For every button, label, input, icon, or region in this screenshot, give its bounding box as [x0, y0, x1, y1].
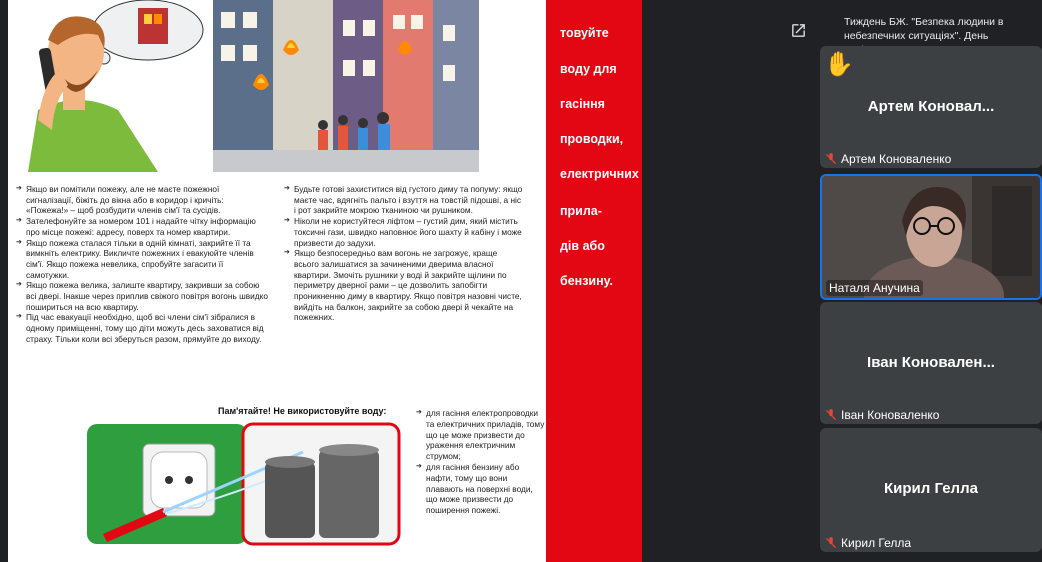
- participant-name: Артем Коноваленко: [841, 152, 952, 166]
- participant-name: Іван Коноваленко: [841, 408, 940, 422]
- participant-display-name: Артем Конoвал...: [867, 98, 995, 115]
- mic-off-icon: [824, 152, 838, 166]
- participant-video-tile[interactable]: [820, 174, 1042, 300]
- warning-item: ➔ для гасіння бензину або нафти, тому що вони плавають на поверхні води, що може призвести до поширення пожежі.: [416, 462, 546, 516]
- red-strip-line: дів або: [560, 239, 605, 253]
- participant-display-name: Кирил Гелла: [884, 480, 978, 497]
- mic-off-icon: [824, 408, 838, 422]
- participant-label: [826, 280, 923, 296]
- red-strip-line: електричних: [560, 167, 639, 181]
- advice-item: ➔ Якщо ви помітили пожежу, але не маєте пожежної сигналізації, біжіть до вікна або в коридор і кричіть: «Пожежа!» – щоб розбудити членів сім'ї та сусідів.: [16, 184, 268, 216]
- presentation-margin: [642, 0, 818, 562]
- illustration-outlet-and-barrels: [83, 422, 403, 546]
- red-strip-line: бензину.: [560, 274, 613, 288]
- participant-name: Кирил Гелла: [841, 536, 912, 550]
- advice-item: ➔ Зателефонуйте за номером 101 і надайте чітку інформацію про місце пожежі: адресу, поверх та номер квартири.: [16, 216, 268, 237]
- participant-label: [824, 408, 939, 422]
- slide-page: [8, 0, 546, 562]
- advice-item: ➔ Якщо пожежа сталася тільки в одній кімнаті, закрийте її та вимкніть електрику. Викличте пожежних і евакуюйте членів сім'ї. Якщо пожежа невелика, спробуйте загасити її самотужки.: [16, 238, 268, 281]
- red-strip-line: проводки,: [560, 132, 624, 146]
- meeting-title: Тиждень БЖ. "Безпека людини в небезпечних ситуаціях". День: [826, 0, 1042, 48]
- red-strip-line: товуйте: [560, 26, 609, 40]
- warning-item: ➔ для гасіння електропроводки та електричних приладів, тому що це може призвести до ураження електричним струмом;: [416, 408, 546, 462]
- advice-column-1: [16, 184, 268, 345]
- left-edge: [0, 0, 8, 562]
- participant-tile[interactable]: [820, 428, 1042, 552]
- illustration-burning-buildings: [213, 0, 479, 172]
- illustration-man-phone: [8, 0, 213, 172]
- red-strip-line: гасіння: [560, 97, 605, 111]
- red-strip-line: прила-: [560, 204, 602, 218]
- advice-item: ➔ Будьте готові захиститися від густого диму та попуму: якщо маєте час, вдягніть пальто і взуття на товстій підошві, а ніс і рот закрийте мокрою тканиною чи рушником.: [284, 184, 524, 216]
- advice-item: ➔ Якщо пожежа велика, залиште квартиру, закривши за собою всі двері. Інакше через приплив свіжого повітря вогонь швидко пошириться на всю квартиру.: [16, 280, 268, 312]
- advice-item: ➔ Ніколи не користуйтеся ліфтом – густий дим, який містить токсичні гази, швидко наповнює його шахту й кабіну і може призвести до задухи.: [284, 216, 524, 248]
- participant-label: [824, 152, 951, 166]
- participant-tile[interactable]: [820, 302, 1042, 424]
- raised-hand-icon: ✋: [824, 51, 854, 78]
- participant-label: [824, 536, 911, 550]
- participant-name: Наталя Анучина: [829, 281, 920, 295]
- note-title: Пам'ятайте! Не використовуйте воду:: [218, 406, 387, 416]
- mic-off-icon: [824, 536, 838, 550]
- participant-display-name: Іван Коновален...: [867, 354, 995, 371]
- advice-column-2: [284, 184, 524, 323]
- slide-red-strip: [546, 0, 642, 562]
- water-warning-list: [416, 408, 546, 516]
- advice-item: ➔ Якщо безпосередньо вам вогонь не загрожує, краще всього залишатися за зачиненими дверима власної квартири. Змочіть рушники у воді й закрийте щілини по периметру дверної рами – це дозволить запобігти проникненню диму в квартиру. Якщо повітря назовні чисте, вийдіть на балкон, закрийте за собою двері й чекайте на пожежних.: [284, 248, 524, 323]
- open-in-new-icon[interactable]: [790, 22, 807, 39]
- red-strip-line: воду для: [560, 62, 617, 76]
- advice-item: ➔ Під час евакуації необхідно, щоб всі члени сім'ї зібралися в одному приміщенні, тому що діти можуть десь заховатися від страху. Тільки коли всі зберуться разом, прямуйте до виходу.: [16, 312, 268, 344]
